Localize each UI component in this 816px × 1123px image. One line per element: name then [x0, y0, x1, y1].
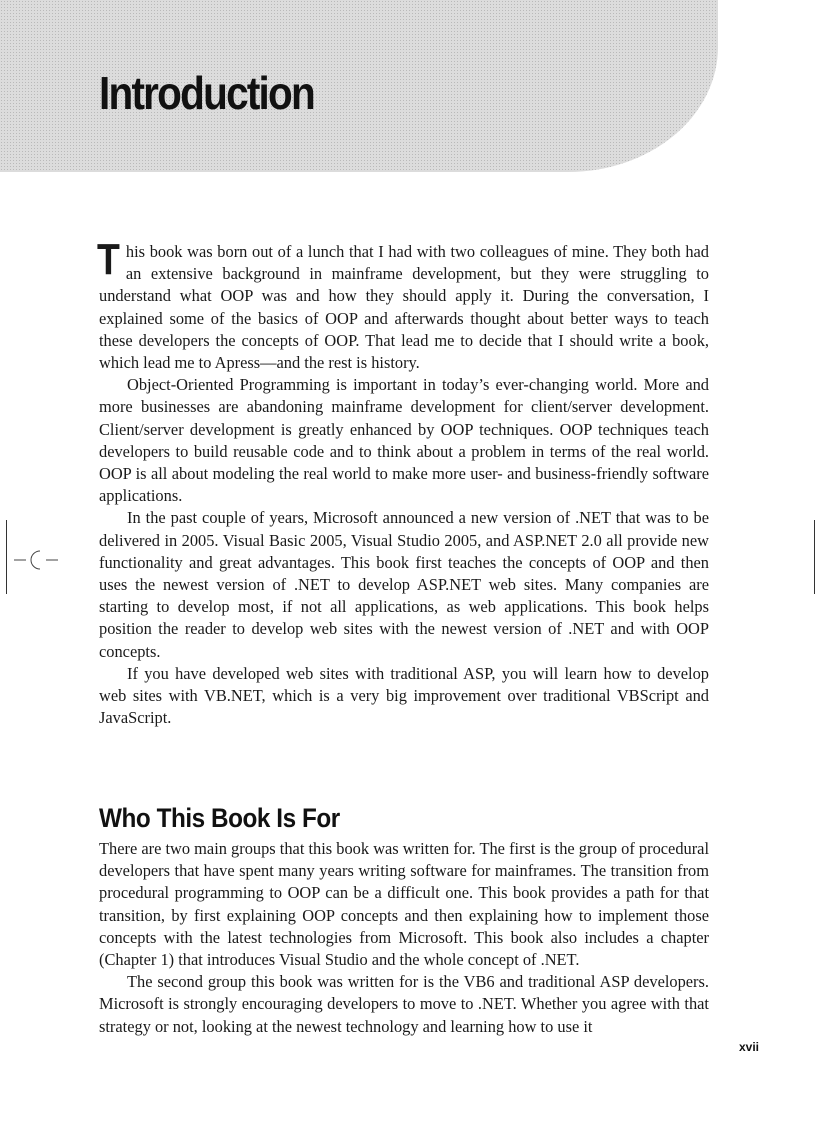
chapter-title: Introduction	[99, 67, 314, 119]
intro-paragraph-1-text: his book was born out of a lunch that I had with two colleagues of mine. They both had an extensive background in mainframe development, but they were struggling to understand what OOP was and how they should apply it. During the conversation, I explained some of the basics of OOP and afterwards thought about better ways to teach these developers the concepts of OOP. That lead me to decide that I should write a book, which lead me to Apress—and the rest is history.	[99, 242, 709, 373]
intro-paragraph-3: In the past couple of years, Microsoft announced a new version of .NET that was to be delivered in 2005. Visual Basic 2005, Visual Studio 2005, and ASP.NET 2.0 all provide new functionality and great advantages. This book first teaches the concepts of OOP and then uses the newest version of .NET to develop ASP.NET web sites. Many companies are starting to develop most, if not all applications, as web applications. This book helps position the reader to develop web sites with the newest version of .NET and with OOP concepts.	[99, 508, 709, 661]
crop-mark-right	[814, 520, 815, 594]
who-paragraph-1: There are two main groups that this book was written for. The first is the group of procedural developers that have spent many years writing software for mainframes. The transition from procedural programming to OOP can be a difficult one. This book provides a path for that transition, by first explaining OOP concepts and then explaining how to implement those concepts with the latest technologies from Microsoft. This book also includes a chapter (Chapter 1) that introduces Visual Studio and the whole concept of .NET.	[99, 839, 709, 970]
intro-paragraph-4: If you have developed web sites with traditional ASP, you will learn how to develop web sites with VB.NET, which is a very big improvement over traditional VBScript and JavaScript.	[99, 663, 709, 728]
who-section	[99, 838, 709, 1038]
intro-section	[97, 235, 709, 729]
intro-paragraph-2: Object-Oriented Programming is important in today’s ever-changing world. More and more businesses are abandoning mainframe development for client/server development. Client/server development is greatly enhanced by OOP techniques. OOP techniques teach developers to build reusable code and to think about a problem in terms of the real world. OOP is all about modeling the real world to make more user- and business-friendly software applications.	[99, 375, 709, 506]
intro-paragraph-1	[97, 235, 709, 374]
who-paragraph-2: The second group this book was written for is the VB6 and traditional ASP developers. Microsoft is strongly encouraging developers to move to .NET. Whether you agree with that strategy or not, looking at the newest technology and learning how to use it	[99, 972, 709, 1036]
chapter-banner	[0, 0, 718, 172]
crop-mark-left	[6, 520, 7, 594]
registration-mark-icon	[14, 549, 58, 571]
section-heading-who: Who This Book Is For	[99, 803, 340, 833]
drop-cap: T	[97, 235, 120, 284]
page-number: xvii	[738, 1040, 759, 1054]
